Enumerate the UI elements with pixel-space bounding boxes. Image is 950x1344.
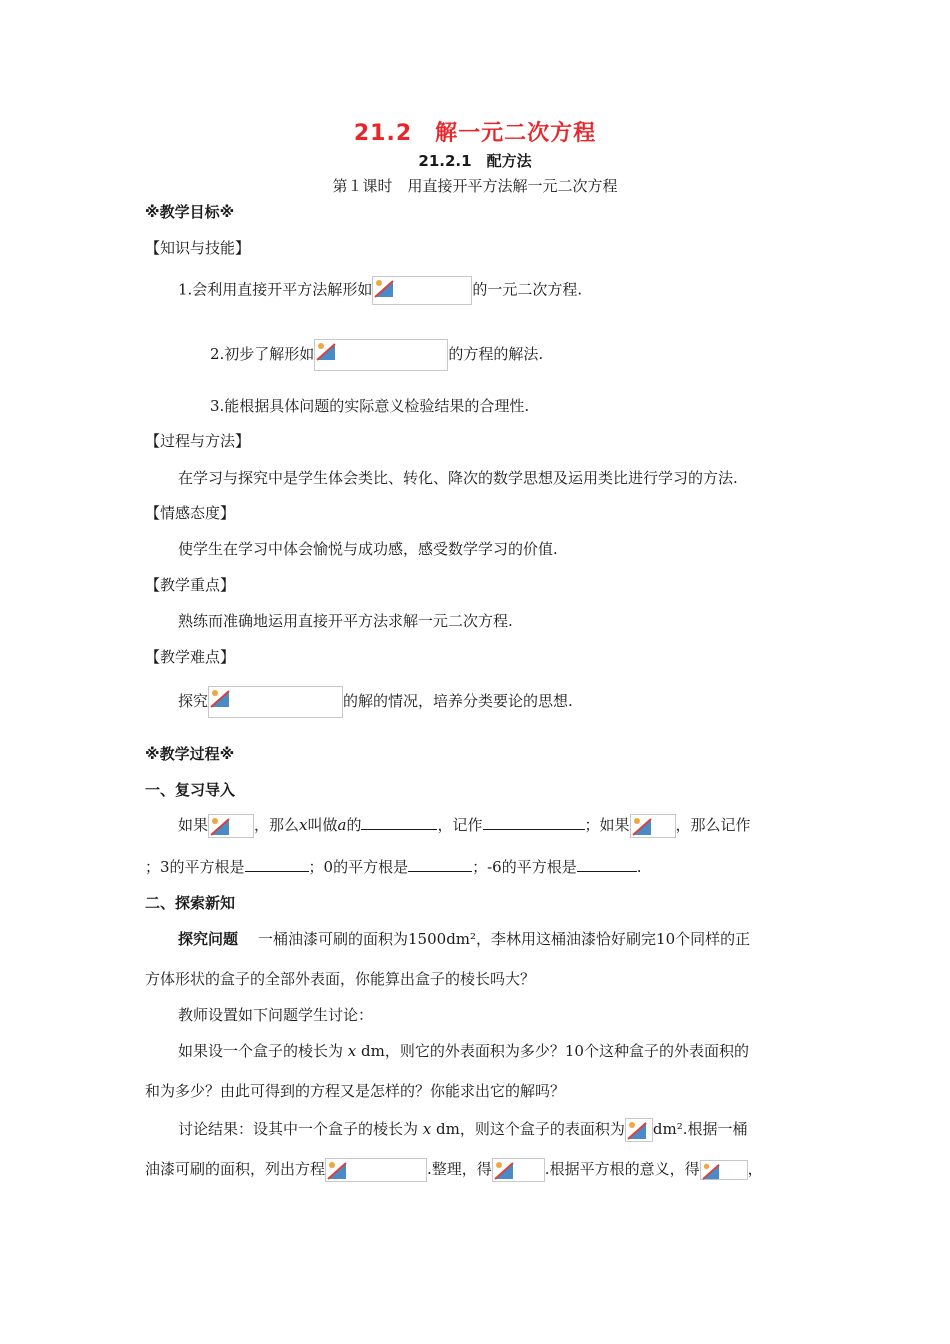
equation-image-icon [630,814,676,838]
emotion-heading: 【情感态度】 [145,504,236,522]
review-line-2: ；3的平方根是 ；0的平方根是 ；-6的平方根是 . [145,858,642,876]
question-line-2: 和为多少？由此可得到的方程又是怎样的？你能求出它的解吗？ [145,1082,566,1100]
equation-image-icon [625,1118,653,1142]
answer-blank [245,857,309,872]
section-title: 21.2 解一元二次方程 [353,121,597,146]
equation-image-icon [208,686,343,718]
key-point-text: 熟练而准确地运用直接开平方法求解一元二次方程. [178,612,513,630]
process-heading: 【过程与方法】 [145,432,251,450]
answer-blank [361,815,437,830]
objective-2: 2.初步了解形如 的方程的解法. [210,339,543,371]
lesson-title: 第１课时 用直接开平方法解一元二次方程 [332,177,618,195]
explore-heading: 二、探索新知 [145,894,236,912]
answer-blank [577,857,637,872]
equation-image-icon [314,339,448,371]
key-point-heading: 【教学重点】 [145,576,236,594]
process-section-heading: ※教学过程※ [145,745,235,763]
difficulty-text: 探究 的解的情况，培养分类要论的思想. [178,686,573,718]
equation-image-icon [208,814,254,838]
problem-line-2: 方体形状的盒子的全部外表面，你能算出盒子的棱长吗大？ [145,970,536,988]
equation-image-icon [372,276,472,305]
teacher-note: 教师设置如下问题学生讨论： [178,1006,374,1024]
emotion-text: 使学生在学习中体会愉悦与成功感，感受数学学习的价值. [178,540,558,558]
answer-blank [483,815,585,830]
problem-line-1: 探究问题 一桶油漆可刷的面积为1500dm²，李林用这桶油漆恰好刷完10个同样的正 [178,930,751,948]
equation-image-icon [700,1160,748,1180]
review-heading: 一、复习导入 [145,781,236,799]
objective-3: 3.能根据具体问题的实际意义检验结果的合理性. [210,397,530,415]
question-line-1: 如果设一个盒子的棱长为 x dm，则它的外表面积为多少？10个这种盒子的外表面积的 [178,1042,749,1060]
difficulty-heading: 【教学难点】 [145,648,236,666]
objective-1: 1.会利用直接开平方法解形如 的一元二次方程. [178,276,582,305]
answer-blank [408,857,472,872]
equation-image-icon [492,1158,545,1182]
subsection-title: 21.2.1 配方法 [418,152,532,170]
discussion-line-1: 讨论结果：设其中一个盒子的棱长为 x dm，则这个盒子的表面积为 dm².根据一桶 [178,1118,747,1142]
objectives-heading: ※教学目标※ [145,203,235,221]
equation-image-icon [325,1158,427,1182]
knowledge-heading: 【知识与技能】 [145,239,251,257]
review-line-1: 如果 ，那么x叫做a的 ，记作 ；如果 ，那么记作 [178,814,751,838]
process-text: 在学习与探究中是学生体会类比、转化、降次的数学思想及运用类比进行学习的方法. [178,469,738,487]
discussion-line-2: 油漆可刷的面积，列出方程 .整理，得 .根据平方根的意义，得 ， [145,1158,763,1182]
